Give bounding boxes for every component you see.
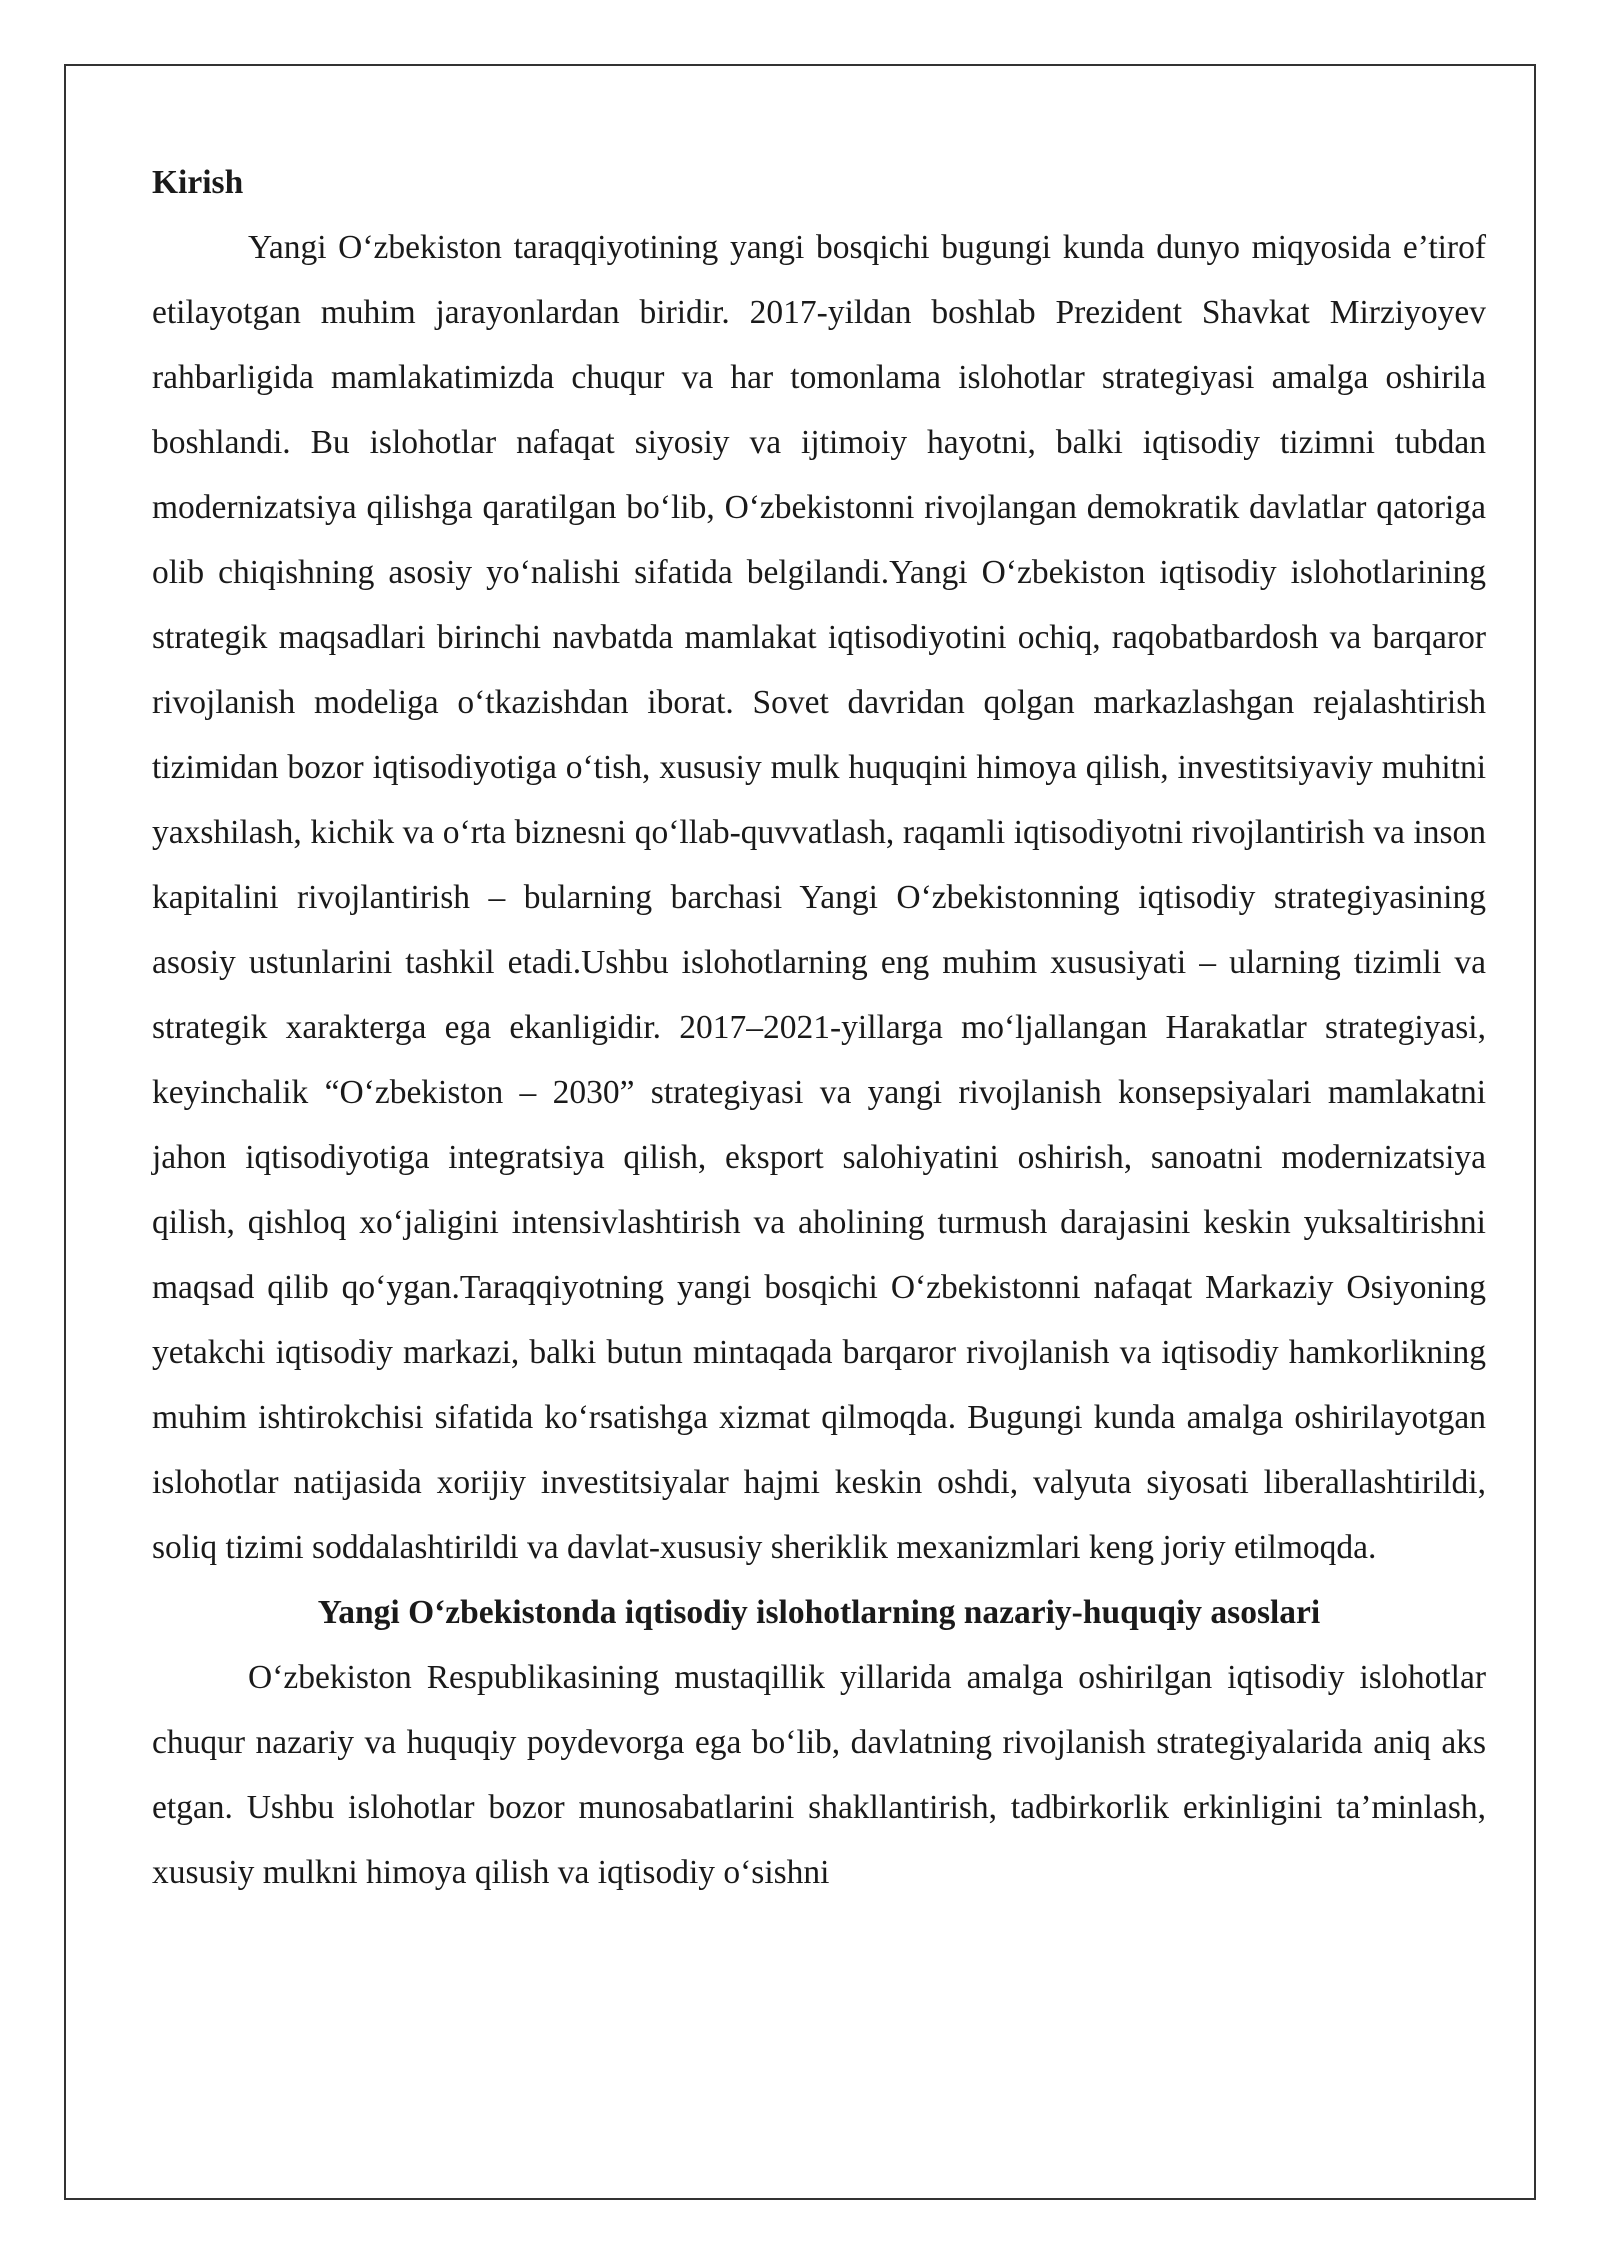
intro-heading: Kirish: [152, 164, 244, 201]
section-heading: Yangi O‘zbekistonda iqtisodiy islohotlarning nazariy-huquqiy asoslari: [317, 1594, 1321, 1631]
document-body: [152, 150, 1486, 1905]
intro-paragraph: Yangi O‘zbekiston taraqqiyotining yangi bosqichi bugungi kunda dunyo miqyosida e’tirof etilayotgan muhim jarayonlardan biridir. 2017-yildan boshlab Prezident Shavkat Mirziyoyev rahbarligida mamlakatimizda chuqur va har tomonlama islohotlar strategiyasi amalga oshirila boshlandi. Bu islohotlar nafaqat siyosiy va ijtimoiy hayotni, balki iqtisodiy tizimni tubdan modernizatsiya qilishga qaratilgan bo‘lib, O‘zbekistonni rivojlangan demokratik davlatlar qatoriga olib chiqishning asosiy yo‘nalishi sifatida belgilandi.Yangi O‘zbekiston iqtisodiy islohotlarining strategik maqsadlari birinchi navbatda mamlakat iqtisodiyotini ochiq, raqobatbardosh va barqaror rivojlanish modeliga o‘tkazishdan iborat. Sovet davridan qolgan markazlashgan rejalashtirish tizimidan bozor iqtisodiyotiga o‘tish, xususiy mulk huquqini himoya qilish, investitsiyaviy muhitni yaxshilash, kichik va o‘rta biznesni qo‘llab-quvvatlash, raqamli iqtisodiyotni rivojlantirish va inson kapitalini rivojlantirish – bularning barchasi Yangi O‘zbekistonning iqtisodiy strategiyasining asosiy ustunlarini tashkil etadi.Ushbu islohotlarning eng muhim xususiyati – ularning tizimli va strategik xarakterga ega ekanligidir. 2017–2021-yillarga mo‘ljallangan Harakatlar strategiyasi, keyinchalik “O‘zbekiston – 2030” strategiyasi va yangi rivojlanish konsepsiyalari mamlakatni jahon iqtisodiyotiga integratsiya qilish, eksport salohiyatini oshirish, sanoatni modernizatsiya qilish, qishloq xo‘jaligini intensivlashtirish va aholining turmush darajasini keskin yuksaltirishni maqsad qilib qo‘ygan.Taraqqiyotning yangi bosqichi O‘zbekistonni nafaqat Markaziy Osiyoning yetakchi iqtisodiy markazi, balki butun mintaqada barqaror rivojlanish va iqtisodiy hamkorlikning muhim ishtirokchisi sifatida ko‘rsatishga xizmat qilmoqda. Bugungi kunda amalga oshirilayotgan islohotlar natijasida xorijiy investitsiyalar hajmi keskin oshdi, valyuta siyosati liberallashtirildi, soliq tizimi soddalashtirildi va davlat-xususiy sheriklik mexanizmlari keng joriy etilmoqda.: [152, 229, 1486, 1566]
section-paragraph: O‘zbekiston Respublikasining mustaqillik yillarida amalga oshirilgan iqtisodiy islohotlar chuqur nazariy va huquqiy poydevorga ega bo‘lib, davlatning rivojlanish strategiyalarida aniq aks etgan. Ushbu islohotlar bozor munosabatlarini shakllantirish, tadbirkorlik erkinligini ta’minlash, xususiy mulkni himoya qilish va iqtisodiy o‘sishni: [152, 1659, 1486, 1891]
